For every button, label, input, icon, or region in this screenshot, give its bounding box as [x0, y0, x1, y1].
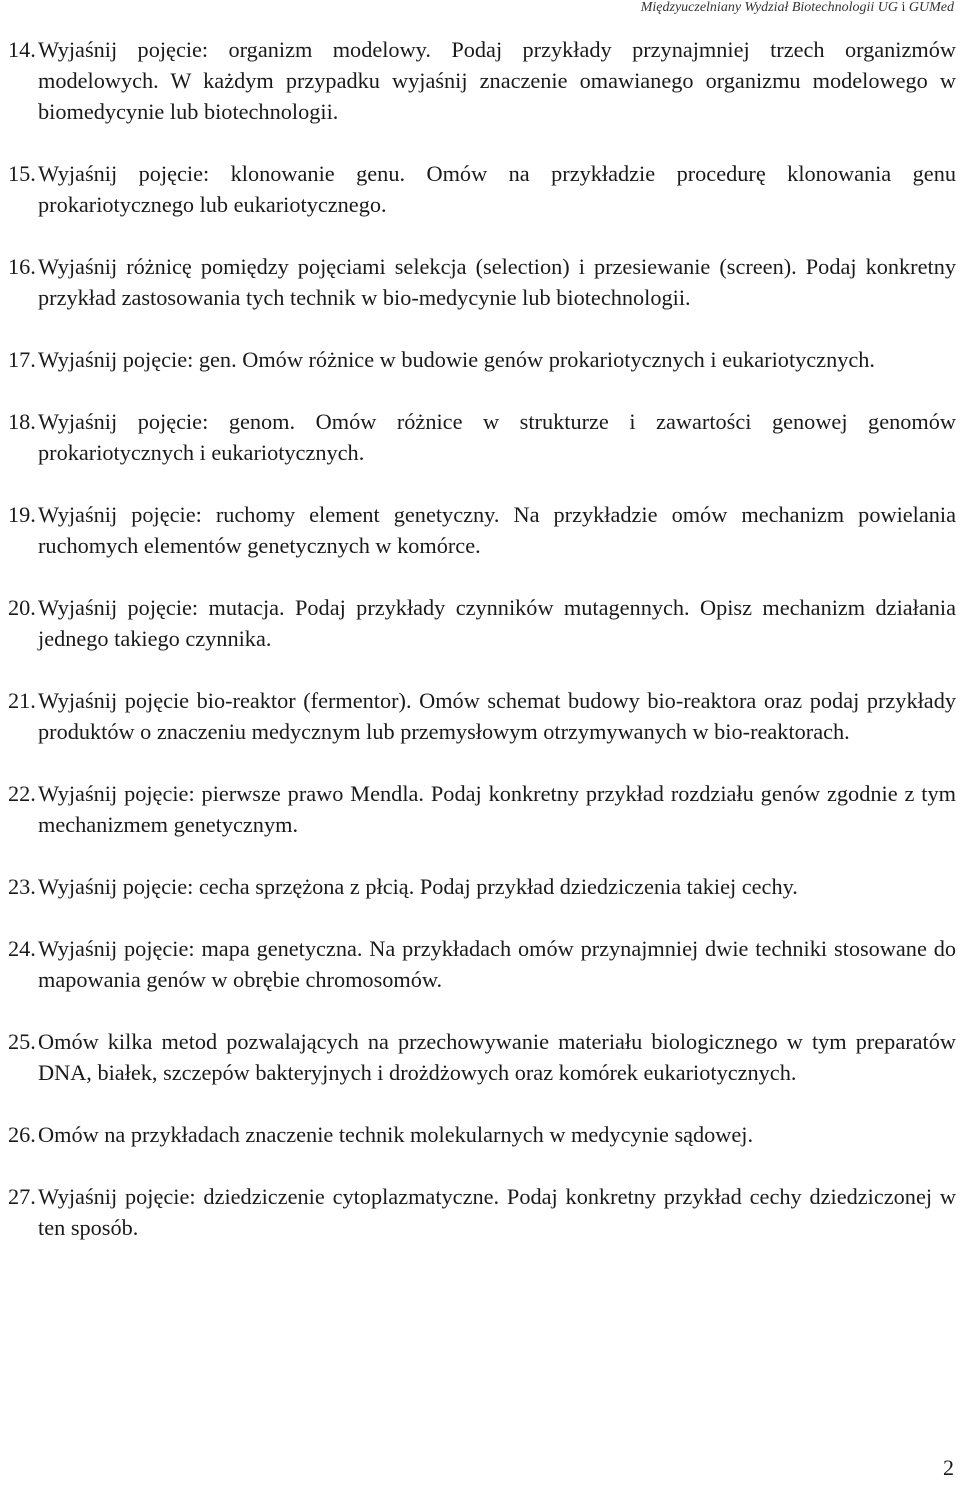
question-list	[8, 34, 956, 1274]
item-number: 27.	[8, 1184, 36, 1209]
item-text: Wyjaśnij pojęcie bio-reaktor (fermentor). Omów schemat budowy bio-reaktora oraz podaj przykłady produktów o znaczeniu medycznym lub przemysłowym otrzymywanych w bio-reaktorach.	[38, 688, 956, 744]
item-number: 26.	[8, 1122, 36, 1147]
item-number: 23.	[8, 874, 36, 899]
header-text-tail: GUMed	[905, 0, 954, 15]
item-text: Wyjaśnij pojęcie: dziedziczenie cytoplazmatyczne. Podaj konkretny przykład cechy dziedziczonej w ten sposób.	[38, 1184, 956, 1240]
list-item	[8, 499, 956, 561]
item-text: Wyjaśnij pojęcie: genom. Omów różnice w strukturze i zawartości genowej genomów prokariotycznych i eukariotycznych.	[38, 409, 956, 465]
item-text: Wyjaśnij pojęcie: cecha sprzężona z płcią. Podaj przykład dziedziczenia takiej cechy.	[38, 874, 798, 899]
item-number: 22.	[8, 781, 36, 806]
header-conjunction: i	[901, 0, 906, 15]
page-header	[641, 0, 954, 16]
item-number: 25.	[8, 1029, 36, 1054]
item-number: 18.	[8, 409, 36, 434]
list-item	[8, 251, 956, 313]
item-text: Wyjaśnij pojęcie: klonowanie genu. Omów na przykładzie procedurę klonowania genu prokariotycznego lub eukariotycznego.	[38, 161, 956, 217]
list-item	[8, 871, 956, 902]
item-text: Wyjaśnij pojęcie: gen. Omów różnice w budowie genów prokariotycznych i eukariotycznych.	[38, 347, 875, 372]
list-item	[8, 685, 956, 747]
item-number: 20.	[8, 595, 36, 620]
list-item	[8, 158, 956, 220]
item-text: Omów kilka metod pozwalających na przechowywanie materiału biologicznego w tym preparatów DNA, białek, szczepów bakteryjnych i drożdżowych oraz komórek eukariotycznych.	[38, 1029, 956, 1085]
page-number: 2	[943, 1455, 954, 1480]
list-item	[8, 933, 956, 995]
list-item	[8, 778, 956, 840]
item-text: Wyjaśnij pojęcie: pierwsze prawo Mendla. Podaj konkretny przykład rozdziału genów zgodnie z tym mechanizmem genetycznym.	[38, 781, 956, 837]
item-text: Wyjaśnij pojęcie: mapa genetyczna. Na przykładach omów przynajmniej dwie techniki stosowane do mapowania genów w obrębie chromosomów.	[38, 936, 956, 992]
header-text: Międzyuczelniany Wydział Biotechnologii UG	[640, 0, 902, 15]
item-text: Wyjaśnij pojęcie: mutacja. Podaj przykłady czynników mutagennych. Opisz mechanizm działania jednego takiego czynnika.	[38, 595, 956, 651]
list-item	[8, 344, 956, 375]
item-text: Omów na przykładach znaczenie technik molekularnych w medycynie sądowej.	[38, 1122, 754, 1147]
list-item	[8, 1119, 956, 1150]
item-number: 16.	[8, 254, 36, 279]
item-number: 24.	[8, 936, 36, 961]
list-item	[8, 592, 956, 654]
list-item	[8, 34, 956, 127]
item-text: Wyjaśnij różnicę pomiędzy pojęciami selekcja (selection) i przesiewanie (screen). Podaj konkretny przykład zastosowania tych technik w bio-medycynie lub biotechnologii.	[38, 254, 956, 310]
item-number: 14.	[8, 37, 36, 62]
list-item	[8, 1026, 956, 1088]
list-item	[8, 406, 956, 468]
item-number: 15.	[8, 161, 36, 186]
item-text: Wyjaśnij pojęcie: ruchomy element genetyczny. Na przykładzie omów mechanizm powielania ruchomych elementów genetycznych w komórce.	[38, 502, 956, 558]
item-number: 19.	[8, 502, 36, 527]
item-number: 21.	[8, 688, 36, 713]
list-item	[8, 1181, 956, 1243]
item-number: 17.	[8, 347, 36, 372]
item-text: Wyjaśnij pojęcie: organizm modelowy. Podaj przykłady przynajmniej trzech organizmów modelowych. W każdym przypadku wyjaśnij znaczenie omawianego organizmu modelowego w biomedycynie lub biotechnologii.	[38, 37, 956, 124]
